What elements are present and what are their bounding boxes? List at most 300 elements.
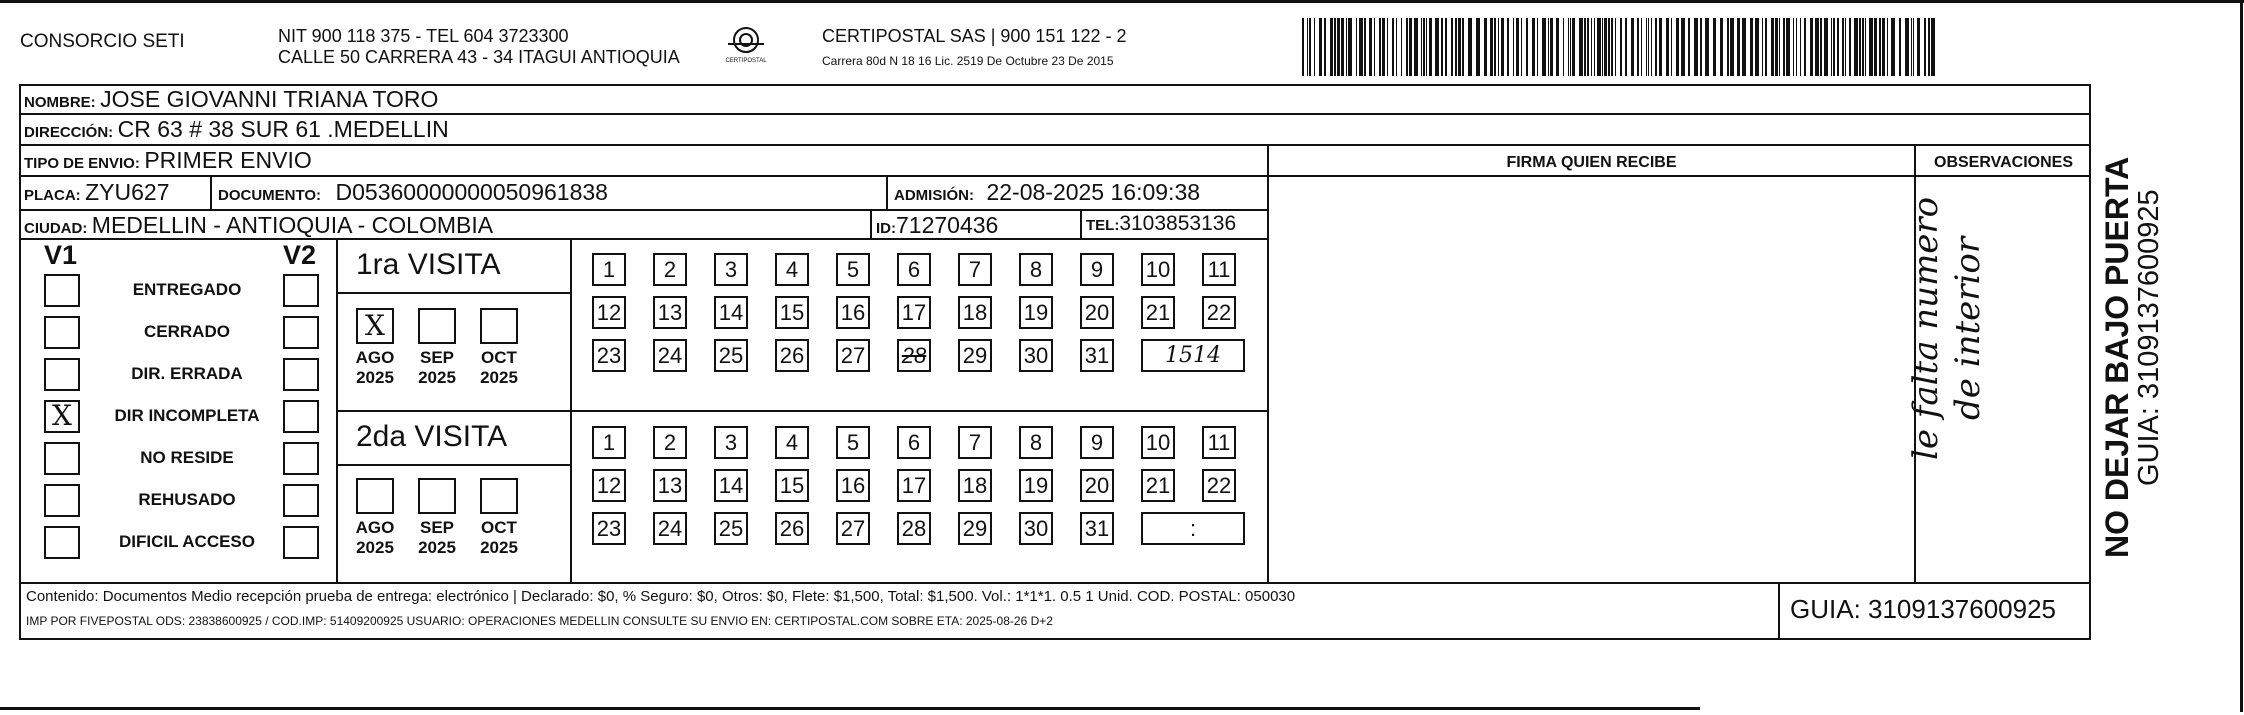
visit2-title: 2da VISITA <box>356 420 508 453</box>
row-line-2 <box>19 144 2091 146</box>
barcode-bar <box>1620 18 1622 76</box>
day-box[interactable]: 12 <box>592 469 626 502</box>
barcode-bar <box>1762 18 1763 76</box>
barcode-bar <box>1779 18 1780 76</box>
reason-label: DIFICIL ACCESO <box>118 532 255 551</box>
day-box[interactable]: 26 <box>775 339 809 372</box>
v1-checkbox[interactable] <box>44 526 80 559</box>
barcode-bar <box>1783 18 1785 76</box>
footer-guia-divider <box>1778 582 1780 640</box>
day-box[interactable]: 31 <box>1080 339 1114 372</box>
barcode-bar <box>1324 18 1326 76</box>
day-box[interactable]: 23 <box>592 512 626 545</box>
barcode-bar <box>1364 18 1366 76</box>
day-box[interactable]: 30 <box>1019 339 1053 372</box>
v2-checkbox[interactable] <box>283 316 319 349</box>
nit-line: NIT 900 118 375 - TEL 604 3723300 <box>278 26 569 46</box>
month-label: OCT <box>481 348 517 367</box>
barcode-bar <box>1833 18 1835 76</box>
day-box[interactable]: 3 <box>714 253 748 286</box>
observation-note <box>1905 160 1989 460</box>
barcode-bar <box>1451 18 1453 76</box>
v2-checkbox[interactable] <box>283 358 319 391</box>
day-box[interactable]: 1 <box>592 253 626 286</box>
barcode-bar <box>1730 18 1734 76</box>
v1-checkbox[interactable] <box>44 316 80 349</box>
barcode-bar <box>1330 18 1333 76</box>
v1-header: V1 <box>44 240 78 270</box>
day-box[interactable]: 11 <box>1202 426 1236 459</box>
barcode-bar <box>1800 18 1801 76</box>
barcode-bar <box>1406 18 1408 76</box>
barcode-bar <box>1542 18 1546 76</box>
day-box[interactable]: 15 <box>775 469 809 502</box>
day-box[interactable]: 9 <box>1080 253 1114 286</box>
logo-caption: CERTIPOSTAL <box>725 58 767 64</box>
barcode-bar <box>1911 18 1912 76</box>
barcode-bar <box>1548 18 1549 76</box>
barcode-bar <box>1462 18 1464 76</box>
day-box[interactable]: 9 <box>1080 426 1114 459</box>
tipo-row <box>24 147 312 174</box>
day-box[interactable]: 5 <box>836 253 870 286</box>
month-checkbox[interactable] <box>418 308 456 344</box>
visit-divider <box>336 410 1267 412</box>
day-box[interactable]: 31 <box>1080 512 1114 545</box>
barcode-bar <box>1765 18 1767 76</box>
barcode-bar <box>1348 18 1352 76</box>
day-box[interactable]: 23 <box>592 339 626 372</box>
barcode-bar <box>1319 18 1322 76</box>
tipo-value: PRIMER ENVIO <box>144 147 312 173</box>
placa-value: ZYU627 <box>85 179 170 205</box>
barcode-bar <box>1694 18 1698 76</box>
barcode-bar <box>1537 18 1538 76</box>
month-label: AGO <box>355 348 395 367</box>
barcode-bar <box>1882 18 1885 76</box>
admision-value: 22-08-2025 16:09:38 <box>986 179 1201 205</box>
month-year: 2025 <box>480 368 518 387</box>
barcode-bar <box>1831 18 1832 76</box>
day-box[interactable]: 16 <box>836 296 870 329</box>
barcode-bar <box>1396 18 1397 76</box>
nombre-label: NOMBRE: <box>24 94 96 111</box>
day-box[interactable]: 16 <box>836 469 870 502</box>
day-box[interactable]: 20 <box>1080 469 1114 502</box>
tel-cell <box>1086 212 1236 236</box>
barcode-bar <box>1458 18 1461 76</box>
barcode-bar <box>1854 18 1858 76</box>
barcode-bar <box>1611 18 1613 76</box>
barcode-bar <box>1597 18 1601 76</box>
barcode-bar <box>1445 18 1447 76</box>
month-checkbox[interactable]: X <box>356 308 394 344</box>
barcode-bar <box>1516 18 1519 76</box>
barcode-bar <box>1356 18 1357 76</box>
time-box[interactable]: 1514 <box>1141 339 1245 372</box>
footer-line1: Contenido: Documentos Medio recepción prueba de entrega: electrónico | Declarado: $0, % Seguro: $0, Otros: $0, Flete: $1,500, Total: $1,500. Vol.: 1*1*1. 0.5 1 Unid. COD. POSTAL: 050030 <box>26 588 1296 605</box>
barcode-bar <box>1314 18 1315 76</box>
barcode-bar <box>1655 18 1657 76</box>
barcode-bar <box>1507 18 1509 76</box>
barcode-bar <box>1409 18 1412 76</box>
day-box[interactable]: 22 <box>1202 296 1236 329</box>
barcode-bar <box>1602 18 1603 76</box>
barcode-bar <box>1476 18 1480 76</box>
day-box[interactable]: 13 <box>653 469 687 502</box>
id-label: ID: <box>876 220 896 237</box>
barcode-bar <box>1869 18 1873 76</box>
address-line: CALLE 50 CARRERA 43 - 34 ITAGUI ANTIOQUIA <box>278 47 680 67</box>
tel-label: TEL: <box>1086 217 1120 234</box>
col-line-id <box>870 209 872 238</box>
row-line-1 <box>19 113 2091 115</box>
month-year: 2025 <box>418 538 456 557</box>
documento-cell <box>218 179 608 206</box>
col-line-firma <box>1267 144 1269 583</box>
day-box[interactable]: 28 <box>897 512 931 545</box>
barcode-bar <box>1750 18 1753 76</box>
documento-label: DOCUMENTO: <box>218 187 322 204</box>
barcode-bar <box>1641 18 1642 76</box>
day-box[interactable]: 30 <box>1019 512 1053 545</box>
certipostal-logo <box>718 24 774 70</box>
side-guia: GUIA: 3109137600925 <box>2133 189 2165 486</box>
barcode-bar <box>1307 18 1308 76</box>
footer-guia: GUIA: 3109137600925 <box>1790 594 2056 624</box>
day-box[interactable]: 19 <box>1019 296 1053 329</box>
day-box[interactable]: 26 <box>775 512 809 545</box>
reason-label: DIR INCOMPLETA <box>114 406 260 425</box>
barcode-bar <box>1579 18 1583 76</box>
barcode-bar <box>1568 18 1569 76</box>
day-box[interactable]: 7 <box>958 253 992 286</box>
day-box[interactable]: 18 <box>958 469 992 502</box>
ciudad-cell <box>24 212 493 239</box>
barcode-bar <box>1423 18 1425 76</box>
barcode <box>1302 18 1940 76</box>
barcode-bar <box>1513 18 1514 76</box>
day-box[interactable]: 4 <box>775 426 809 459</box>
direccion-label: DIRECCIÓN: <box>24 124 114 141</box>
outer-right-line <box>2240 0 2243 712</box>
day-box[interactable]: 28 <box>897 339 931 372</box>
barcode-bar <box>1591 18 1592 76</box>
barcode-bar <box>1720 18 1723 76</box>
day-box[interactable]: 24 <box>653 512 687 545</box>
barcode-bar <box>1501 18 1504 76</box>
barcode-bar <box>1688 18 1690 76</box>
day-box[interactable]: 6 <box>897 253 931 286</box>
barcode-bar <box>1526 18 1528 76</box>
day-box[interactable]: 3 <box>714 426 748 459</box>
barcode-bar <box>1532 18 1535 76</box>
day-box[interactable]: 5 <box>836 426 870 459</box>
day-box[interactable]: 20 <box>1080 296 1114 329</box>
barcode-bar <box>1849 18 1851 76</box>
day-box[interactable]: 21 <box>1141 296 1175 329</box>
barcode-bar <box>1928 18 1930 76</box>
barcode-bar <box>1666 18 1669 76</box>
month-year: 2025 <box>356 368 394 387</box>
reason-label: REHUSADO <box>138 490 236 509</box>
month-checkbox[interactable] <box>480 308 518 344</box>
v2-checkbox[interactable] <box>283 400 319 433</box>
v1-checkbox[interactable] <box>44 442 80 475</box>
day-box[interactable]: 22 <box>1202 469 1236 502</box>
barcode-bar <box>1824 18 1828 76</box>
barcode-bar <box>1646 18 1647 76</box>
month-year: 2025 <box>418 368 456 387</box>
outer-top-line <box>0 0 2244 3</box>
day-box[interactable]: 10 <box>1141 426 1175 459</box>
barcode-bar <box>1359 18 1363 76</box>
barcode-bar <box>1659 18 1662 76</box>
day-box[interactable]: 8 <box>1019 253 1053 286</box>
day-box[interactable]: 29 <box>958 512 992 545</box>
barcode-bar <box>1604 18 1607 76</box>
barcode-bar <box>1490 18 1493 76</box>
day-box[interactable]: 6 <box>897 426 931 459</box>
day-box[interactable]: 19 <box>1019 469 1053 502</box>
day-box[interactable]: 27 <box>836 512 870 545</box>
observation-line1: le falta numero <box>1906 196 1946 460</box>
reason-label: ENTREGADO <box>132 280 242 299</box>
barcode-bar <box>1550 18 1553 76</box>
barcode-bar <box>1913 18 1914 76</box>
barcode-bar <box>1302 18 1304 76</box>
company-name: CONSORCIO SETI <box>20 31 185 52</box>
admision-cell <box>894 179 1200 206</box>
visit1-title-line <box>336 292 570 294</box>
barcode-bar <box>1615 18 1616 76</box>
barcode-bar <box>1392 18 1394 76</box>
barcode-bar <box>1796 18 1797 76</box>
barcode-bar <box>1521 18 1522 76</box>
barcode-bar <box>1421 18 1422 76</box>
certipostal-line2: Carrera 80d N 18 16 Lic. 2519 De Octubre 23 De 2015 <box>822 54 1114 68</box>
barcode-bar <box>1865 18 1866 76</box>
v1-checkbox[interactable] <box>44 358 80 391</box>
barcode-bar <box>1414 18 1418 76</box>
v2-checkbox[interactable] <box>283 442 319 475</box>
v1-checkbox[interactable]: X <box>44 400 80 433</box>
outer-bottom-line <box>0 707 1700 710</box>
month-col-line <box>570 238 572 582</box>
footer-line2: IMP POR FIVEPOSTAL ODS: 23838600925 / COD.IMP: 51409200925 USUARIO: OPERACIONES MEDELLIN CONSULTE SU ENVIO EN: CERTIPOSTAL.COM SOBRE ETA: 2025-08-26 D+2 <box>26 614 1053 628</box>
day-box[interactable]: 2 <box>653 253 687 286</box>
visit1-title: 1ra VISITA <box>356 248 501 281</box>
barcode-bar <box>1917 18 1920 76</box>
day-box[interactable]: 14 <box>714 296 748 329</box>
day-box[interactable]: 29 <box>958 339 992 372</box>
day-box[interactable]: 25 <box>714 339 748 372</box>
ciudad-value: MEDELLIN - ANTIOQUIA - COLOMBIA <box>91 212 494 238</box>
barcode-bar <box>1387 18 1388 76</box>
barcode-bar <box>1563 18 1564 76</box>
barcode-bar <box>1862 18 1864 76</box>
barcode-bar <box>1625 18 1627 76</box>
barcode-bar <box>1594 18 1595 76</box>
ciudad-label: CIUDAD: <box>24 220 88 237</box>
barcode-bar <box>1379 18 1381 76</box>
reason-label: CERRADO <box>144 322 230 341</box>
barcode-bar <box>1842 18 1844 76</box>
barcode-bar <box>1899 18 1901 76</box>
barcode-bar <box>1905 18 1909 76</box>
visit2-title-line <box>336 464 570 466</box>
barcode-bar <box>1426 18 1427 76</box>
day-box[interactable]: 11 <box>1202 253 1236 286</box>
barcode-bar <box>1793 18 1794 76</box>
day-box[interactable]: 27 <box>836 339 870 372</box>
day-box[interactable]: 8 <box>1019 426 1053 459</box>
barcode-bar <box>1374 18 1375 76</box>
barcode-bar <box>1705 18 1709 76</box>
month-checkbox[interactable] <box>418 478 456 514</box>
month-year: 2025 <box>480 538 518 557</box>
barcode-bar <box>1771 18 1774 76</box>
day-box[interactable]: 14 <box>714 469 748 502</box>
month-checkbox[interactable] <box>356 478 394 514</box>
barcode-bar <box>1584 18 1586 76</box>
day-box[interactable]: 2 <box>653 426 687 459</box>
barcode-bar <box>1341 18 1344 76</box>
col-line-tel <box>1080 209 1082 238</box>
month-label: OCT <box>481 518 517 537</box>
barcode-bar <box>1570 18 1571 76</box>
barcode-bar <box>1334 18 1336 76</box>
barcode-bar <box>1631 18 1634 76</box>
day-box[interactable]: 4 <box>775 253 809 286</box>
v2-checkbox[interactable] <box>283 526 319 559</box>
barcode-bar <box>1700 18 1702 76</box>
barcode-graphic <box>1302 18 1940 76</box>
barcode-bar <box>1671 18 1672 76</box>
day-box[interactable]: 17 <box>897 296 931 329</box>
day-box[interactable]: 24 <box>653 339 687 372</box>
barcode-bar <box>1713 18 1716 76</box>
month-label: SEP <box>419 518 455 537</box>
direccion-value: CR 63 # 38 SUR 61 .MEDELLIN <box>117 116 449 142</box>
barcode-bar <box>1727 18 1729 76</box>
barcode-bar <box>1845 18 1846 76</box>
documento-value: D05360000000050961838 <box>335 179 608 205</box>
barcode-bar <box>1755 18 1759 76</box>
firma-header: FIRMA QUIEN RECIBE <box>1506 154 1677 171</box>
barcode-bar <box>1556 18 1559 76</box>
barcode-bar <box>1572 18 1575 76</box>
admision-label: ADMISIÓN: <box>894 187 974 204</box>
time-box[interactable]: : <box>1141 512 1245 545</box>
day-box[interactable]: 12 <box>592 296 626 329</box>
barcode-bar <box>1820 18 1822 76</box>
placa-label: PLACA: <box>24 187 81 204</box>
tel-value: 3103853136 <box>1119 212 1237 235</box>
barcode-bar <box>1498 18 1499 76</box>
direccion-row <box>24 116 449 143</box>
barcode-bar <box>1737 18 1740 76</box>
placa-cell <box>24 179 170 206</box>
barcode-bar <box>1637 18 1639 76</box>
barcode-bar <box>1382 18 1385 76</box>
day-box[interactable]: 15 <box>775 296 809 329</box>
barcode-bar <box>1891 18 1895 76</box>
day-box[interactable]: 10 <box>1141 253 1175 286</box>
day-box[interactable]: 21 <box>1141 469 1175 502</box>
day-box[interactable]: 25 <box>714 512 748 545</box>
reason-label: NO RESIDE <box>140 448 234 467</box>
v1-checkbox[interactable] <box>44 484 80 517</box>
id-cell <box>876 212 998 239</box>
observaciones-header: OBSERVACIONES <box>1934 154 2073 171</box>
barcode-bar <box>1435 18 1439 76</box>
day-box[interactable]: 13 <box>653 296 687 329</box>
col-line-doc <box>210 175 212 209</box>
barcode-bar <box>1874 18 1877 76</box>
barcode-bar <box>1815 18 1819 76</box>
barcode-bar <box>1587 18 1589 76</box>
barcode-bar <box>1887 18 1888 76</box>
barcode-bar <box>1742 18 1746 76</box>
barcode-bar <box>1681 18 1685 76</box>
barcode-bar <box>1455 18 1457 76</box>
barcode-bar <box>1676 18 1679 76</box>
barcode-bar <box>1401 18 1402 76</box>
id-value: 71270436 <box>896 212 999 238</box>
barcode-bar <box>1879 18 1881 76</box>
barcode-bar <box>1859 18 1861 76</box>
month-checkbox[interactable] <box>480 478 518 514</box>
month-label: AGO <box>355 518 395 537</box>
v2-header: V2 <box>283 240 317 270</box>
barcode-bar <box>1648 18 1649 76</box>
v1-checkbox[interactable] <box>44 274 80 307</box>
month-year: 2025 <box>356 538 394 557</box>
barcode-bar <box>1337 18 1340 76</box>
barcode-bar <box>1468 18 1472 76</box>
barcode-bar <box>1786 18 1790 76</box>
tipo-label: TIPO DE ENVIO: <box>24 155 140 172</box>
barcode-bar <box>1429 18 1432 76</box>
barcode-bar <box>1369 18 1372 76</box>
barcode-bar <box>1608 18 1610 76</box>
row-line-3 <box>19 175 1267 177</box>
day-box[interactable]: 18 <box>958 296 992 329</box>
barcode-bar <box>1309 18 1311 76</box>
day-box[interactable]: 1 <box>592 426 626 459</box>
v2-checkbox[interactable] <box>283 484 319 517</box>
certipostal-line1: CERTIPOSTAL SAS | 900 151 122 - 2 <box>822 26 1127 46</box>
nombre-row <box>24 86 438 113</box>
nombre-value: JOSE GIOVANNI TRIANA TORO <box>100 86 439 112</box>
side-no-dejar: NO DEJAR BAJO PUERTA <box>2099 156 2135 558</box>
barcode-bar <box>1837 18 1839 76</box>
day-box[interactable]: 17 <box>897 469 931 502</box>
col-line-admision <box>886 175 888 209</box>
barcode-bar <box>1494 18 1496 76</box>
barcode-bar <box>1441 18 1443 76</box>
footer-line <box>19 582 2091 584</box>
barcode-bar <box>1484 18 1487 76</box>
barcode-bar <box>1651 18 1652 76</box>
barcode-bar <box>1924 18 1926 76</box>
day-box[interactable]: 7 <box>958 426 992 459</box>
v2-checkbox[interactable] <box>283 274 319 307</box>
month-label: SEP <box>419 348 455 367</box>
barcode-bar <box>1810 18 1813 76</box>
barcode-bar <box>1804 18 1806 76</box>
